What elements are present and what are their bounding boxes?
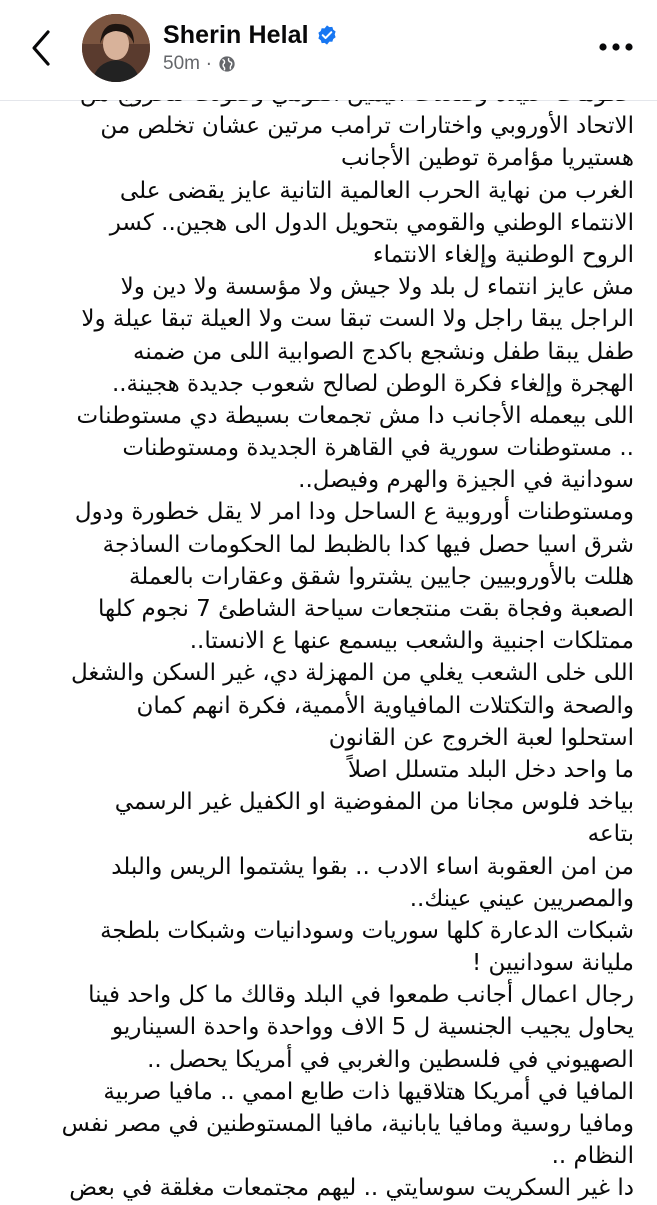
globe-icon: [218, 55, 236, 73]
post-text-line: شرق اسيا حصل فيها كدا بالظبط لما الحكومات الساذجة: [102, 531, 634, 558]
post-text-line: والمصريين عيني عينك..: [409, 885, 634, 912]
author-name[interactable]: Sherin Helal: [163, 20, 309, 49]
post-text-line: .. مستوطنات سورية في القاهرة الجديدة ومستوطنات: [122, 435, 634, 462]
post-text-line: الروح الوطنية وإلغاء الانتماء: [372, 241, 634, 268]
post-text-line: ومافيا روسية ومافيا يابانية، مافيا المستوطنين في مصر نفس: [61, 1111, 634, 1137]
post-timestamp[interactable]: 50m: [163, 53, 200, 74]
post-text-line: الانتماء الوطني والقومي بتحويل الدول الى هجين.. كسر: [109, 209, 634, 236]
post-text-line: الصعبة وفجاة بقت منتجعات سياحة الشاطئ 7 نجوم كلها: [98, 596, 634, 622]
post-text-line: الصهيوني في فلسطين والغربي في أمريكا يحصل ..: [147, 1046, 634, 1073]
post-text-line: ما واحد دخل البلد متسلل اصلاً: [347, 756, 634, 783]
meta-separator: ·: [205, 53, 212, 75]
post-text-line: المافيا في أمريكا هتلاقيها ذات طابع اممي .. مافيا صربية: [103, 1078, 634, 1105]
post-header: [0, 0, 657, 100]
more-horizontal-icon[interactable]: [598, 40, 634, 54]
post-text-line: شبكات الدعارة كلها سوريات وسودانيات وشبكات بلطجة: [100, 917, 634, 944]
post-text-line: هستيريا مؤامرة توطين الأجانب: [341, 145, 634, 172]
avatar[interactable]: [82, 14, 150, 82]
post-text-line: الغرب من نهاية الحرب العالمية التانية عايز يقضى على: [119, 177, 634, 204]
post-text-line: طفل يبقا طفل ونشجع باكدج الصوابية اللى من ضمنه: [133, 338, 634, 365]
post-text-line: دا غير السكريت سوسايتي .. ليهم مجتمعات مغلقة في بعض: [69, 1175, 634, 1202]
post-text-line: اللى خلى الشعب يغلي من المهزلة دي، غير السكن والشغل: [70, 660, 634, 687]
post-text-line: رجال اعمال أجانب طمعوا في البلد وقالك ما كل واحد فينا: [88, 982, 634, 1009]
post-text-line: الهجرة وإلغاء فكرة الوطن لصالح شعوب جديدة هجينة..: [111, 370, 634, 397]
post-text-line: الاتحاد الأوروبي واختارات ترامب مرتين عشان تخلص من: [100, 113, 634, 140]
post-text-line: اللى بيعمله الأجانب دا مش تجمعات بسيطة دي مستوطنات: [76, 402, 634, 429]
post-text-line: بياخد فلوس مجانا من المفوضية او الكفيل غير الرسمي: [114, 789, 634, 816]
verified-badge-icon: [316, 24, 338, 46]
post-text-line: استحلوا لعبة الخروج عن القانون: [328, 724, 634, 751]
post-text-line: مش عايز انتماء ل بلد ولا جيش ولا مؤسسة ولا دين ولا: [120, 274, 634, 301]
post-text-line: هللت بالأوروبيين جايين يشتروا شقق وعقارات بالعملة: [128, 563, 634, 590]
post-text-line: من امن العقوبة اساء الادب .. بقوا يشتموا الريس والبلد: [111, 853, 634, 880]
post-text-line: النظام ..: [551, 1143, 634, 1170]
post-text-line: الراجل يبقا راجل ولا الست تبقا ست ولا العيلة تبقا عيلة ولا: [81, 306, 634, 333]
post-text-line: مليانة سودانيين !: [471, 950, 634, 977]
post-body: [20, 78, 634, 1205]
post-text-line: والصحة والتكتلات المافياوية الأممية، فكرة انهم كمان: [136, 692, 634, 719]
post-text-line: ومستوطنات أوروبية ع الساحل ودا امر لا يقل خطورة ودول: [74, 499, 634, 526]
post-text-line: ممتلكات اجنبية والشعب بيسمع عنها ع الانستا..: [189, 628, 634, 655]
post-text-line: سودانية في الجيزة والهرم وفيصل..: [298, 467, 634, 494]
chevron-left-icon[interactable]: [28, 28, 54, 68]
post-text-line: بتاعه: [587, 821, 634, 848]
post-text-line: يحاول يجيب الجنسية ل 5 الاف وواحدة واحدة السيناريو: [112, 1014, 634, 1041]
